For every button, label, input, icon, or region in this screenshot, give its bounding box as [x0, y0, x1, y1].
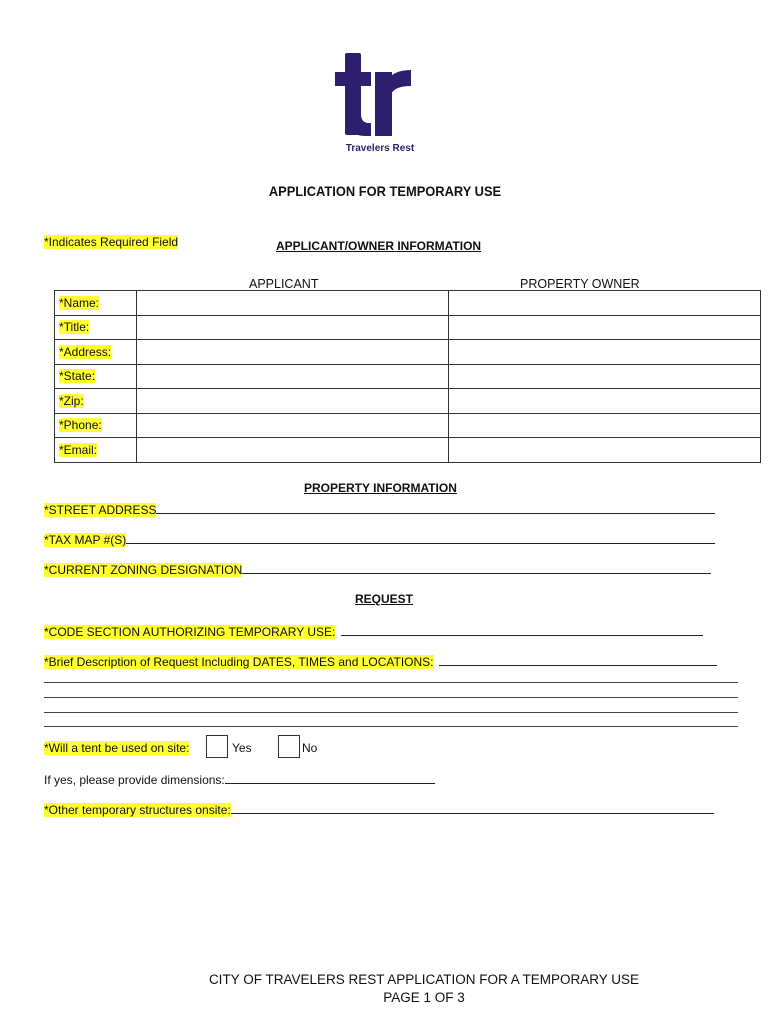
row-label-name: *Name: — [59, 295, 100, 310]
tent-no-label: No — [302, 741, 318, 755]
applicant-phone-field[interactable] — [137, 413, 449, 438]
tax-map-field[interactable] — [126, 532, 715, 544]
owner-address-field[interactable] — [449, 340, 761, 365]
logo-text: Travelers Rest — [345, 143, 415, 154]
owner-email-field[interactable] — [449, 438, 761, 463]
logo-mark-icon — [325, 50, 435, 158]
other-structures-field[interactable] — [231, 802, 714, 814]
travelers-rest-logo — [325, 50, 435, 158]
required-note: *Indicates Required Field — [44, 235, 179, 249]
column-header-applicant: APPLICANT — [249, 277, 319, 291]
table-row — [55, 389, 761, 414]
request-section-heading: REQUEST — [355, 592, 414, 606]
table-row — [55, 438, 761, 463]
table-row — [55, 315, 761, 340]
owner-phone-field[interactable] — [449, 413, 761, 438]
table-row — [55, 291, 761, 316]
applicant-owner-table — [54, 290, 761, 463]
street-address-field[interactable] — [156, 502, 715, 514]
street-address-label: *STREET ADDRESS — [44, 503, 157, 517]
row-label-zip: *Zip: — [59, 393, 84, 408]
applicant-zip-field[interactable] — [137, 389, 449, 414]
tent-question — [44, 741, 189, 755]
table-row — [55, 364, 761, 389]
description-line-1[interactable] — [44, 682, 738, 683]
brief-description-field[interactable] — [439, 654, 717, 666]
table-row — [55, 413, 761, 438]
applicant-name-field[interactable] — [137, 291, 449, 316]
footer-title: CITY OF TRAVELERS REST APPLICATION FOR A TEMPORARY USE — [208, 972, 640, 987]
tent-yes-checkbox[interactable] — [206, 735, 228, 758]
tax-map-label: *TAX MAP #(S) — [44, 533, 127, 547]
column-header-property-owner: PROPERTY OWNER — [520, 277, 640, 291]
tent-no-checkbox[interactable] — [278, 735, 300, 758]
description-line-4[interactable] — [44, 726, 738, 727]
page-title: APPLICATION FOR TEMPORARY USE — [268, 183, 502, 199]
brief-description-line — [44, 654, 717, 669]
row-label-title: *Title: — [59, 320, 90, 335]
brief-description-label: *Brief Description of Request Including DATES, TIMES and LOCATIONS: — [44, 655, 434, 669]
row-label-address: *Address: — [59, 344, 112, 359]
zoning-label: *CURRENT ZONING DESIGNATION — [44, 563, 243, 577]
other-structures-label: *Other temporary structures onsite: — [44, 803, 231, 817]
owner-name-field[interactable] — [449, 291, 761, 316]
applicant-section-heading: APPLICANT/OWNER INFORMATION — [276, 239, 482, 253]
property-section-heading: PROPERTY INFORMATION — [304, 481, 457, 495]
row-label-email: *Email: — [59, 442, 98, 457]
description-line-3[interactable] — [44, 712, 738, 713]
tent-question-label: *Will a tent be used on site: — [44, 741, 190, 755]
applicant-address-field[interactable] — [137, 340, 449, 365]
code-section-line — [44, 624, 703, 639]
other-structures-line — [44, 802, 714, 817]
footer-page-number: PAGE 1 OF 3 — [383, 990, 465, 1005]
applicant-title-field[interactable] — [137, 315, 449, 340]
zoning-field[interactable] — [242, 562, 711, 574]
zoning-line — [44, 562, 711, 577]
tax-map-line — [44, 532, 715, 547]
owner-zip-field[interactable] — [449, 389, 761, 414]
applicant-email-field[interactable] — [137, 438, 449, 463]
dimensions-line — [44, 772, 435, 787]
street-address-line — [44, 502, 715, 517]
description-line-2[interactable] — [44, 697, 738, 698]
code-section-field[interactable] — [341, 624, 703, 636]
dimensions-field[interactable] — [225, 772, 435, 784]
code-section-label: *CODE SECTION AUTHORIZING TEMPORARY USE: — [44, 625, 336, 639]
table-row — [55, 340, 761, 365]
row-label-phone: *Phone: — [59, 418, 102, 433]
tent-yes-label: Yes — [232, 741, 252, 755]
row-label-state: *State: — [59, 369, 96, 384]
applicant-state-field[interactable] — [137, 364, 449, 389]
owner-title-field[interactable] — [449, 315, 761, 340]
owner-state-field[interactable] — [449, 364, 761, 389]
dimensions-label: If yes, please provide dimensions: — [44, 773, 225, 787]
